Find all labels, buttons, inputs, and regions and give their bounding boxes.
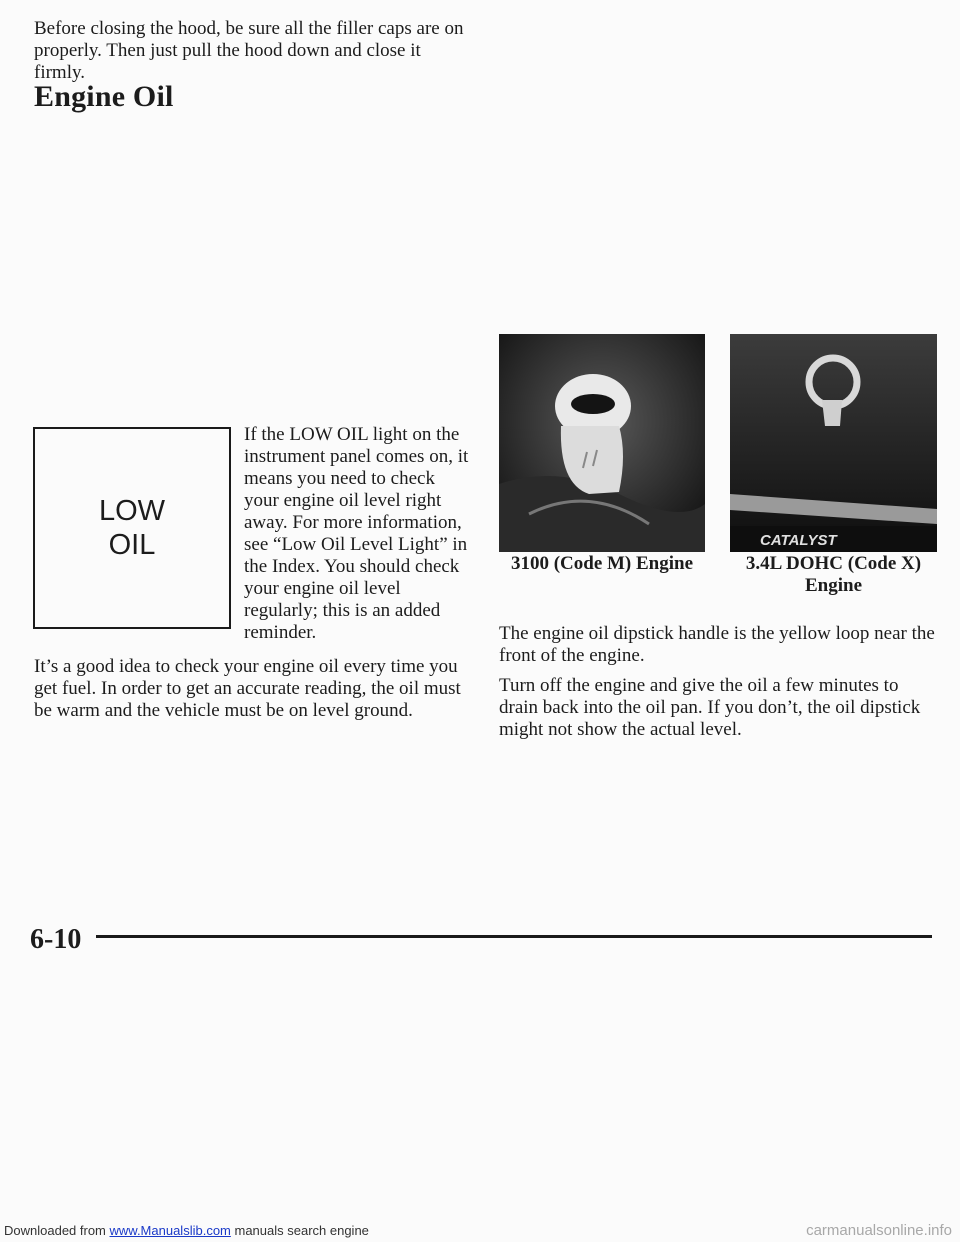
low-oil-indicator	[33, 427, 231, 629]
low-oil-paragraph: If the LOW OIL light on the instrument panel comes on, it means you need to check your engine oil level right away. For more information, see “Low Oil Level Light” in the Index. You should check your engine oil level regularly; this is an added reminder.	[244, 424, 469, 643]
photo-caption-code-x	[730, 553, 937, 597]
download-watermark	[4, 1223, 369, 1238]
low-oil-indicator-line1: LOW	[98, 495, 166, 527]
dipstick-paragraph: The engine oil dipstick handle is the yellow loop near the front of the engine.	[499, 623, 935, 666]
photo-caption-code-m: 3100 (Code M) Engine	[510, 553, 694, 574]
dipstick-loop-x-icon	[730, 334, 937, 552]
intro-paragraph: Before closing the hood, be sure all the filler caps are on properly. Then just pull the hood down and close it firmly.	[34, 18, 464, 83]
engine-photo-code-m	[499, 334, 705, 552]
check-oil-paragraph: It’s a good idea to check your engine oil every time you get fuel. In order to get an accurate reading, the oil must be warm and the vehicle must be on level ground.	[34, 656, 461, 721]
site-watermark: carmanualsonline.info	[806, 1222, 952, 1239]
watermark-suffix: manuals search engine	[230, 1223, 369, 1238]
catalyst-label: CATALYST	[760, 532, 837, 549]
turn-off-paragraph: Turn off the engine and give the oil a few minutes to drain back into the oil pan. If you don’t, the oil dipstick might not show the actual level.	[499, 675, 921, 740]
low-oil-indicator-line2: OIL	[108, 529, 156, 561]
engine-photo-code-x	[730, 334, 937, 552]
watermark-prefix: Downloaded from	[4, 1223, 110, 1238]
dipstick-loop-m-icon	[499, 334, 705, 552]
photo-caption-code-x-line2: Engine	[804, 575, 863, 596]
photo-caption-code-x-line1: 3.4L DOHC (Code X)	[745, 553, 922, 574]
footer-rule	[96, 935, 932, 938]
manualslib-link[interactable]: www.Manualslib.com	[109, 1223, 231, 1238]
page-number: 6-10	[30, 924, 82, 955]
section-heading: Engine Oil	[34, 80, 174, 113]
